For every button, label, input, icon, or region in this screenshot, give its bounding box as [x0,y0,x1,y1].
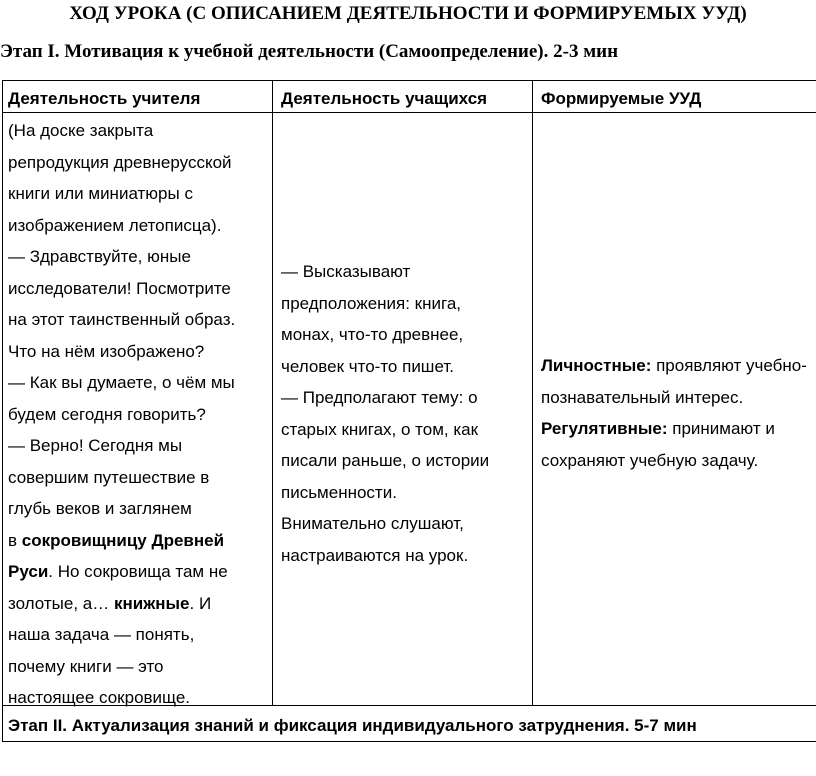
regulatory-label: Регулятивные: [541,419,668,438]
header-students: Деятельность учащихся [281,89,488,108]
table-border-top [2,80,816,81]
text-span: . Но сокровища там не [48,562,228,581]
students-activity-cell [281,256,489,571]
text-line: — Как вы думаете, о чём мы [8,373,235,392]
text-line: репродукция древнерусской [8,152,232,172]
text-line: Что на нём изображено? [8,341,205,361]
text-line: — Верно! Сегодня мы [8,436,183,455]
text-line: на этот таинственный образ. [8,310,236,329]
text-line: книги или миниатюры с [8,184,193,203]
table-border-left [2,80,3,742]
header-divider [2,112,816,113]
text-line: письменности. [281,482,397,502]
text-line: настоящее сокровище. [8,688,191,707]
stage-2-title: Этап II. Актуализация знаний и фиксация индивидуального затруднения. 5-7 мин [8,716,697,735]
document-title: ХОД УРОКА (С ОПИСАНИЕМ ДЕЯТЕЛЬНОСТИ И ФОРМИРУЕМЫХ УУД) [69,3,747,24]
text-line: совершим путешествие в [8,467,210,487]
text-span: . И [189,593,212,613]
text-line: — Предполагают тему: о [281,388,478,407]
text-line: (На доске закрыта [8,121,154,140]
bold-text: сокровищницу Древней [21,530,225,550]
text-line: писали раньше, о истории [281,451,490,470]
text-line: — Здравствуйте, юные [8,247,191,266]
text-line [541,413,816,445]
text-line [8,556,235,588]
uud-cell [541,350,816,476]
text-line [8,588,235,620]
text-line: монах, что-то древнее, [281,325,464,344]
stage-2-divider [2,741,816,742]
text-line: почему книги — это [8,656,164,676]
text-line: будем сегодня говорить? [8,404,206,424]
text-line: предположения: книга, [281,293,462,313]
teacher-activity-cell [8,115,235,714]
text-line: старых книгах, о том, как [281,419,479,439]
text-line: человек что-то пишет. [281,356,454,376]
text-line: исследователи! Посмотрите [8,278,231,298]
personal-label: Личностные: [541,356,652,375]
header-teacher: Деятельность учителя [8,89,201,108]
text-line: изображением летописца). [8,215,222,235]
text-span: принимают и [667,419,775,438]
text-line: глубь веков и заглянем [8,499,192,518]
column-divider-1 [272,80,273,706]
text-span: в [8,530,22,550]
text-line [8,525,235,557]
text-line: — Высказывают [281,262,411,281]
text-line [541,350,816,382]
text-line: наша задача — понять, [8,625,195,644]
bold-text: книжные [113,593,190,613]
column-divider-2 [532,80,533,706]
header-uud: Формируемые УУД [541,89,702,108]
text-line: Внимательно слушают, [281,514,464,533]
text-span: проявляют учебно- [651,356,807,375]
text-line: настраиваются на урок. [281,545,469,565]
bold-text: Руси [8,562,49,581]
text-line: сохраняют учебную задачу. [541,450,759,470]
text-line: познавательный интерес. [541,387,744,407]
stage-1-title: Этап I. Мотивация к учебной деятельности (Самоопределение). 2-3 мин [0,41,619,62]
text-span: золотые, а… [8,593,114,613]
